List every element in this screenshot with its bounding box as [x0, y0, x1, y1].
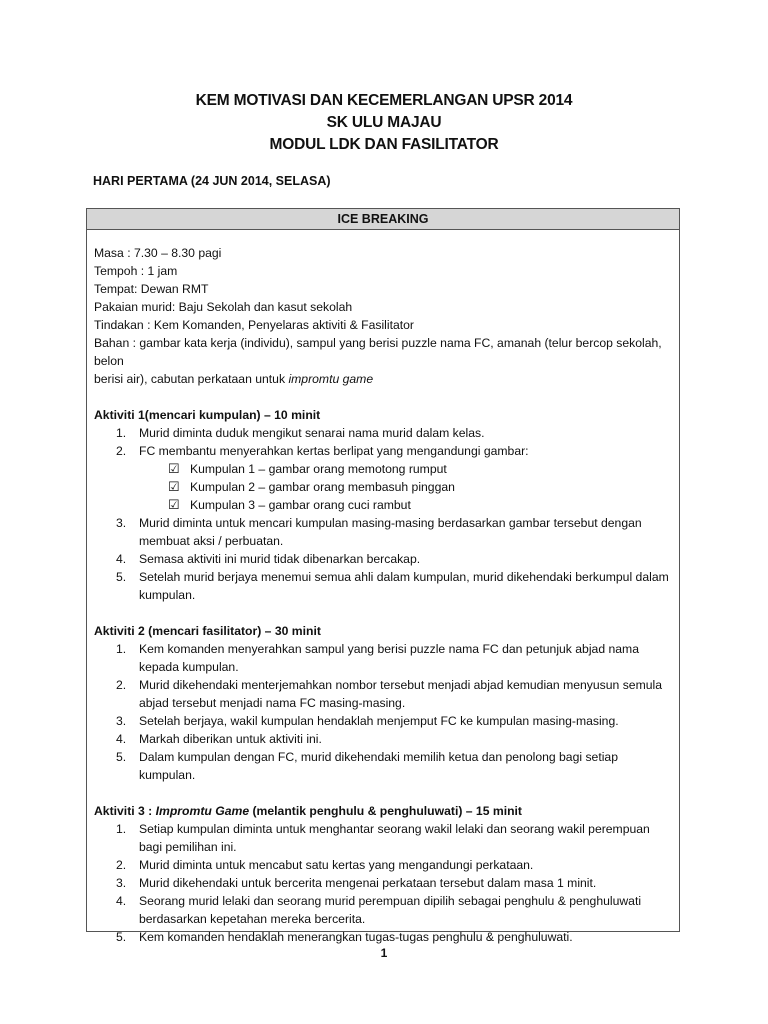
item-number: 3. — [116, 876, 127, 890]
item-number: 1. — [116, 426, 127, 440]
activity2-title: Aktiviti 2 (mencari fasilitator) – 30 minit — [94, 624, 321, 638]
list-item — [94, 928, 671, 946]
activity1-title: Aktiviti 1(mencari kumpulan) – 10 minit — [94, 408, 321, 422]
item-number: 4. — [116, 552, 127, 566]
document-title: KEM MOTIVASI DAN KECEMERLANGAN UPSR 2014 — [195, 92, 573, 109]
ice-breaking-box — [86, 208, 680, 944]
page-number: 1 — [380, 946, 388, 960]
item-number: 4. — [116, 732, 127, 746]
list-item — [94, 514, 671, 550]
activity1-list-continued — [94, 514, 671, 604]
list-item — [94, 748, 671, 784]
item-text: Markah diberikan untuk aktiviti ini. — [139, 732, 322, 746]
item-text: Murid diminta untuk mencabut satu kertas yang mengandungi perkataan. — [139, 858, 534, 872]
info-bahan-line1: Bahan : gambar kata kerja (individu), sampul yang berisi puzzle nama FC, amanah (telur bercop sekolah, belon — [94, 336, 662, 368]
info-bahan-line2: berisi air), cabutan perkataan untuk — [94, 372, 289, 386]
item-number: 2. — [116, 678, 127, 692]
item-text: Dalam kumpulan dengan FC, murid dikehendaki memilih ketua dan penolong bagi setiap kumpulan. — [139, 750, 618, 782]
item-number: 2. — [116, 444, 127, 458]
info-masa: Masa : 7.30 – 8.30 pagi — [94, 246, 222, 260]
item-text: Murid dikehendaki untuk bercerita mengenai perkataan tersebut dalam masa 1 minit. — [139, 876, 597, 890]
list-item — [94, 856, 671, 874]
info-bahan — [94, 334, 671, 388]
activity3-title-suffix: (melantik penghulu & penghuluwati) – 15 minit — [249, 804, 522, 818]
checkbox-icon: ☑ — [168, 461, 180, 476]
list-item — [94, 730, 671, 748]
item-text: Kumpulan 3 – gambar orang cuci rambut — [190, 498, 411, 512]
box-content — [94, 244, 671, 946]
list-item — [94, 424, 671, 442]
activity3-title-prefix: Aktiviti 3 : — [94, 804, 156, 818]
item-text: Murid dikehendaki menterjemahkan nombor tersebut menjadi abjad kemudian menyusun semula abjad tersebut menjadi nama FC masing-masing. — [139, 678, 662, 710]
item-number: 5. — [116, 930, 127, 944]
item-number: 5. — [116, 570, 127, 584]
info-tindakan: Tindakan : Kem Komanden, Penyelaras aktiviti & Fasilitator — [94, 318, 414, 332]
list-item — [94, 568, 671, 604]
item-text: Seorang murid lelaki dan seorang murid perempuan dipilih sebagai penghulu & penghuluwati berdasarkan kepetahan mereka bercerita. — [139, 894, 642, 926]
school-name: SK ULU MAJAU — [326, 114, 442, 131]
info-pakaian: Pakaian murid: Baju Sekolah dan kasut sekolah — [94, 300, 353, 314]
list-item — [94, 640, 671, 676]
list-item — [94, 892, 671, 928]
activity3-title — [94, 802, 671, 820]
item-text: Kumpulan 2 – gambar orang membasuh pinggan — [190, 480, 455, 494]
item-text: FC membantu menyerahkan kertas berlipat yang mengandungi gambar: — [139, 444, 529, 458]
checklist-item — [94, 496, 671, 514]
checkbox-icon: ☑ — [168, 497, 180, 512]
item-number: 1. — [116, 642, 127, 656]
item-text: Setelah murid berjaya menemui semua ahli dalam kumpulan, murid dikehendaki berkumpul dalam kumpulan. — [139, 570, 669, 602]
item-number: 4. — [116, 894, 127, 908]
list-item — [94, 442, 671, 460]
activity1-list — [94, 424, 671, 460]
list-item — [94, 874, 671, 892]
activity2-list — [94, 640, 671, 784]
module-title: MODUL LDK DAN FASILITATOR — [269, 136, 499, 153]
info-tempat: Tempat: Dewan RMT — [94, 282, 209, 296]
box-header: ICE BREAKING — [87, 209, 679, 230]
item-number: 2. — [116, 858, 127, 872]
item-text: Murid diminta untuk mencari kumpulan masing-masing berdasarkan gambar tersebut dengan membuat aksi / perbuatan. — [139, 516, 642, 548]
item-number: 1. — [116, 822, 127, 836]
document-title-block — [0, 90, 768, 156]
activity3-list — [94, 820, 671, 946]
activity1-checklist — [94, 460, 671, 514]
item-number: 5. — [116, 750, 127, 764]
checkbox-icon: ☑ — [168, 479, 180, 494]
list-item — [94, 820, 671, 856]
item-text: Kem komanden menyerahkan sampul yang berisi puzzle nama FC dan petunjuk abjad nama kepada kumpulan. — [139, 642, 639, 674]
item-text: Setelah berjaya, wakil kumpulan hendaklah menjemput FC ke kumpulan masing-masing. — [139, 714, 619, 728]
item-text: Kem komanden hendaklah menerangkan tugas-tugas penghulu & penghuluwati. — [139, 930, 573, 944]
list-item — [94, 676, 671, 712]
list-item — [94, 712, 671, 730]
item-text: Setiap kumpulan diminta untuk menghantar seorang wakil lelaki dan seorang wakil perempuan bagi pemilihan ini. — [139, 822, 650, 854]
info-bahan-italic: impromtu game — [288, 372, 374, 386]
item-number: 3. — [116, 714, 127, 728]
item-number: 3. — [116, 516, 127, 530]
activity3-title-italic: Impromtu Game — [155, 804, 250, 818]
checklist-item — [94, 478, 671, 496]
item-text: Murid diminta duduk mengikut senarai nama murid dalam kelas. — [139, 426, 485, 440]
list-item — [94, 550, 671, 568]
info-tempoh: Tempoh : 1 jam — [94, 264, 178, 278]
item-text: Semasa aktiviti ini murid tidak dibenarkan bercakap. — [139, 552, 421, 566]
checklist-item — [94, 460, 671, 478]
day-heading: HARI PERTAMA (24 JUN 2014, SELASA) — [93, 174, 331, 188]
item-text: Kumpulan 1 – gambar orang memotong rumput — [190, 462, 447, 476]
